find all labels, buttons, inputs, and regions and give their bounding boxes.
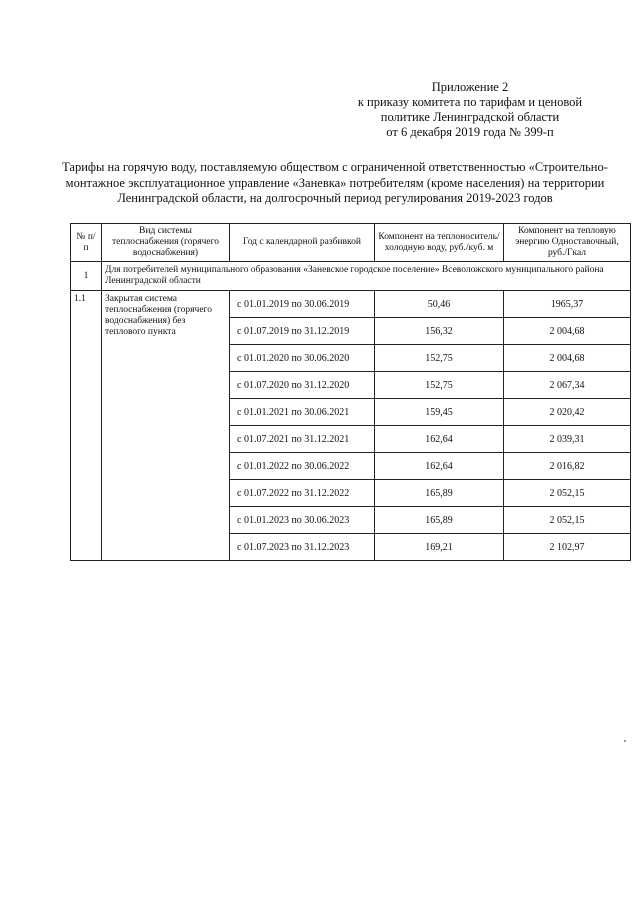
sub-system: Закрытая система теплоснабжения (горячего водоснабжения) без теплового пункта [102, 291, 230, 561]
period-cell: с 01.07.2021 по 31.12.2021 [230, 426, 375, 453]
period-cell: с 01.01.2022 по 30.06.2022 [230, 453, 375, 480]
appendix-line: к приказу комитета по тарифам и ценовой [357, 95, 583, 109]
heat-cell: 2 052,15 [504, 480, 631, 507]
period-cell: с 01.07.2023 по 31.12.2023 [230, 534, 375, 561]
appendix-line: Приложение 2 [431, 80, 509, 94]
heat-cell: 1965,37 [504, 291, 631, 318]
period-cell: с 01.07.2020 по 31.12.2020 [230, 372, 375, 399]
group-text: Для потребителей муниципального образования «Заневское городское поселение» Всеволожского муниципального района Ленинградской области [102, 262, 631, 291]
header-heat: Компонент на тепловую энергию Одноставочный, руб./Гкал [504, 224, 631, 262]
document-title: Тарифы на горячую воду, поставляемую обществом с ограниченной ответственностью «Строительно-монтажное эксплуатационное управление «Заневка» потребителям (кроме населения) на территории Ленинградской области, на долгосрочный период регулирования 2019-2023 годов [62, 160, 608, 205]
carrier-cell: 156,32 [375, 318, 504, 345]
carrier-cell: 152,75 [375, 372, 504, 399]
heat-cell: 2 067,34 [504, 372, 631, 399]
scan-speck [624, 740, 626, 742]
heat-cell: 2 052,15 [504, 507, 631, 534]
period-cell: с 01.01.2019 по 30.06.2019 [230, 291, 375, 318]
carrier-cell: 165,89 [375, 507, 504, 534]
period-cell: с 01.07.2022 по 31.12.2022 [230, 480, 375, 507]
heat-cell: 2 004,68 [504, 318, 631, 345]
period-cell: с 01.01.2021 по 30.06.2021 [230, 399, 375, 426]
heat-cell: 2 004,68 [504, 345, 631, 372]
header-num: № п/п [71, 224, 102, 262]
header-year: Год с календарной разбивкой [230, 224, 375, 262]
carrier-cell: 162,64 [375, 426, 504, 453]
carrier-cell: 169,21 [375, 534, 504, 561]
period-cell: с 01.07.2019 по 31.12.2019 [230, 318, 375, 345]
appendix-line: от 6 декабря 2019 года № 399-п [386, 125, 554, 139]
header-carrier: Компонент на теплоноситель/холодную воду, руб./куб. м [375, 224, 504, 262]
carrier-cell: 162,64 [375, 453, 504, 480]
table-row [71, 291, 631, 318]
appendix-block [320, 80, 620, 140]
carrier-cell: 159,45 [375, 399, 504, 426]
heat-cell: 2 039,31 [504, 426, 631, 453]
heat-cell: 2 102,97 [504, 534, 631, 561]
tariff-table [70, 223, 631, 561]
carrier-cell: 50,46 [375, 291, 504, 318]
carrier-cell: 152,75 [375, 345, 504, 372]
appendix-line: политике Ленинградской области [380, 110, 560, 124]
heat-cell: 2 016,82 [504, 453, 631, 480]
heat-cell: 2 020,42 [504, 399, 631, 426]
table-header-row [71, 224, 631, 262]
period-cell: с 01.01.2020 по 30.06.2020 [230, 345, 375, 372]
header-system: Вид системы теплоснабжения (горячего водоснабжения) [102, 224, 230, 262]
carrier-cell: 165,89 [375, 480, 504, 507]
group-row [71, 262, 631, 291]
period-cell: с 01.01.2023 по 30.06.2023 [230, 507, 375, 534]
sub-num: 1.1 [71, 291, 102, 561]
group-num: 1 [71, 262, 102, 291]
